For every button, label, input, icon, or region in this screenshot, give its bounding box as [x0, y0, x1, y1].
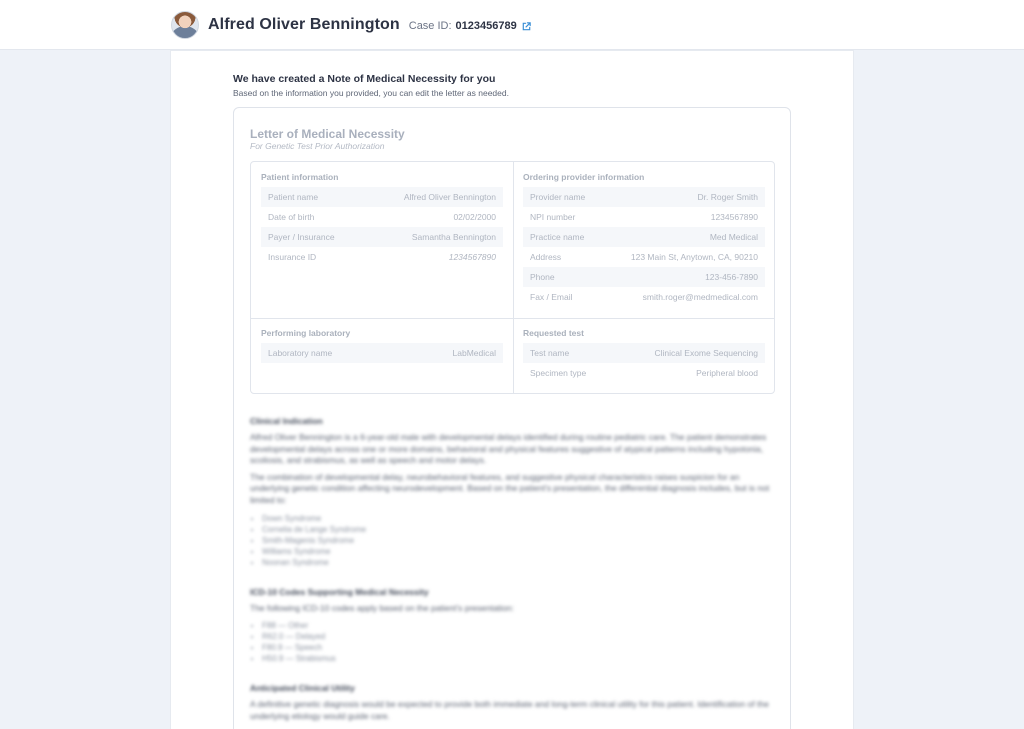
- row-label: Address: [530, 252, 562, 262]
- info-row: [261, 187, 503, 207]
- row-label: Practice name: [530, 232, 585, 242]
- row-value: Med Medical: [709, 232, 758, 242]
- row-label: Laboratory name: [268, 348, 333, 358]
- row-label: NPI number: [530, 212, 576, 222]
- list-item: • Williams Syndrome: [262, 546, 770, 557]
- patient-name-title: Alfred Oliver Bennington: [208, 15, 400, 33]
- row-value: 123 Main St, Anytown, CA, 90210: [630, 252, 758, 262]
- info-row: [523, 267, 765, 287]
- info-row: [523, 363, 765, 383]
- row-value: 02/02/2000: [453, 212, 496, 222]
- provider-info-section: [523, 172, 765, 307]
- row-label: Test name: [530, 348, 570, 358]
- list-item: • Cornelia de Lange Syndrome: [262, 524, 770, 535]
- row-value: Alfred Oliver Bennington: [403, 192, 496, 202]
- patient-info-section: [261, 172, 503, 267]
- info-row: [523, 207, 765, 227]
- list-item: • F88 — Other: [262, 620, 770, 631]
- section-title: Ordering provider information: [523, 172, 645, 182]
- row-value: Samantha Bennington: [411, 232, 496, 242]
- info-row: [261, 247, 503, 267]
- list-item: • Down Syndrome: [262, 513, 770, 524]
- icd-paragraph: The following ICD-10 codes apply based on the patient's presentation:: [250, 602, 514, 613]
- test-info-section: [523, 328, 765, 383]
- row-label: Patient name: [268, 192, 319, 202]
- info-row: [523, 287, 765, 307]
- utility-paragraph: A definitive genetic diagnosis would be expected to provide both immediate and long-term clinical utility for this patient. Identification of the underlying etiology would guide care.: [250, 699, 769, 721]
- info-row: [261, 343, 503, 363]
- case-id-value: 0123456789: [455, 20, 517, 32]
- icd-heading: ICD-10 Codes Supporting Medical Necessity: [250, 586, 429, 597]
- list-item: • H50.9 — Strabismus: [262, 653, 770, 664]
- row-label: Insurance ID: [268, 252, 317, 262]
- letter-editor[interactable]: [233, 107, 791, 729]
- section-title: Requested test: [523, 328, 584, 338]
- info-grid: [250, 161, 775, 394]
- intro-subtitle: Based on the information you provided, you can edit the letter as needed.: [233, 88, 509, 98]
- utility-heading: Anticipated Clinical Utility: [250, 683, 355, 694]
- row-value: 1234567890: [710, 212, 758, 222]
- differential-list: [250, 513, 770, 568]
- section-title: Patient information: [261, 172, 339, 182]
- info-row: [261, 227, 503, 247]
- info-row: [523, 343, 765, 363]
- row-label: Specimen type: [530, 368, 587, 378]
- info-row: [261, 207, 503, 227]
- row-label: Date of birth: [268, 212, 315, 222]
- icd-code-list: [250, 620, 770, 664]
- info-row: [523, 187, 765, 207]
- row-value: Clinical Exome Sequencing: [654, 348, 758, 358]
- external-link-icon[interactable]: [521, 21, 532, 32]
- row-value: smith.roger@medmedical.com: [642, 292, 758, 302]
- list-item: • R62.0 — Delayed: [262, 631, 770, 642]
- clinical-indication-section[interactable]: [250, 416, 770, 722]
- info-row: [523, 247, 765, 267]
- case-id-label: Case ID:: [408, 20, 452, 32]
- clinical-heading: Clinical Indication: [250, 416, 323, 426]
- intro-title: We have created a Note of Medical Necessity for you: [233, 73, 496, 85]
- main-panel: [171, 51, 853, 729]
- row-value: Dr. Roger Smith: [697, 192, 758, 202]
- row-label: Phone: [530, 272, 555, 282]
- clinical-paragraph: Alfred Oliver Bennington is a 6-year-old male with developmental delays identified during routine pediatric care. The patient demonstrates developmental delays across one or more domains, behavioral and physical features suggestive of atypical patterns including hypotonia, scoliosis, and strabismus, as well as speech and motor delays.: [250, 432, 767, 466]
- section-title: Performing laboratory: [261, 328, 351, 338]
- row-label: Provider name: [530, 192, 586, 202]
- info-row: [523, 227, 765, 247]
- row-value: LabMedical: [452, 348, 496, 358]
- list-item: • Smith-Magenis Syndrome: [262, 535, 770, 546]
- row-value: 1234567890: [448, 252, 496, 262]
- list-item: • Noonan Syndrome: [262, 557, 770, 568]
- row-value: Peripheral blood: [696, 368, 758, 378]
- letter-subtitle: For Genetic Test Prior Authorization: [250, 141, 385, 151]
- row-label: Payer / Insurance: [268, 232, 335, 242]
- row-value: 123-456-7890: [705, 272, 758, 282]
- letter-title: Letter of Medical Necessity: [250, 127, 405, 141]
- list-item: • F80.9 — Speech: [262, 642, 770, 653]
- avatar[interactable]: [171, 11, 199, 39]
- row-label: Fax / Email: [530, 292, 573, 302]
- lab-info-section: [261, 328, 503, 363]
- top-header: [0, 0, 1024, 50]
- clinical-paragraph: The combination of developmental delay, neurobehavioral features, and suggestive physical characteristics raises suspicion for an underlying genetic condition affecting neurodevelopment. Based on the patient's presentation, the differential diagnosis includes, but is not limited to:: [250, 471, 770, 505]
